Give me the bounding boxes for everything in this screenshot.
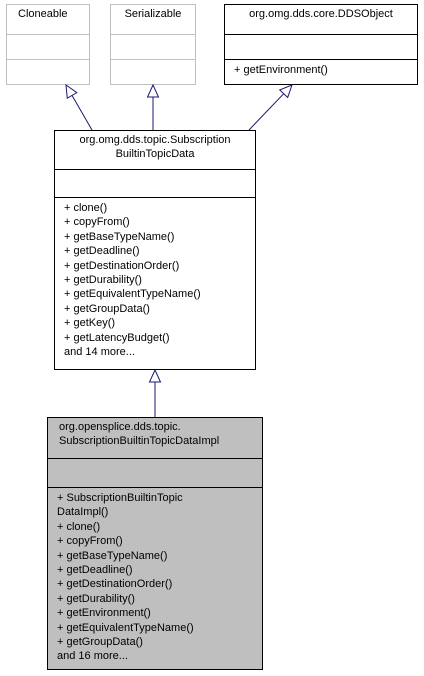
more-members-label: and 16 more... xyxy=(57,650,128,663)
method-item: + getDeadline() xyxy=(64,245,140,258)
class-title-line: org.omg.dds.topic.Subscription xyxy=(79,134,231,146)
edge-data-to-cloneable xyxy=(66,85,92,130)
method-item: + copyFrom() xyxy=(64,216,130,229)
class-title-line: BuiltinTopicData xyxy=(115,148,195,160)
class-title-line: Cloneable xyxy=(18,8,68,20)
method-item: + getEnvironment() xyxy=(234,64,328,76)
method-item: + getGroupData() xyxy=(57,636,143,649)
method-item: + getLatencyBudget() xyxy=(64,331,170,344)
method-item: + getEquivalentTypeName() xyxy=(64,288,201,301)
edge-impl-to-data xyxy=(150,370,161,417)
class-title-line: org.opensplice.dds.topic. xyxy=(59,421,181,433)
method-item: + getBaseTypeName() xyxy=(64,230,175,243)
class-title-line: Serializable xyxy=(124,8,182,20)
method-item: + getBaseTypeName() xyxy=(57,549,168,562)
edge-data-to-serializable xyxy=(148,85,159,130)
edge-data-to-ddsobject xyxy=(249,85,292,130)
method-item: DataImpl() xyxy=(57,506,109,519)
method-item: + getEnvironment() xyxy=(57,607,151,620)
class-title-line: SubscriptionBuiltinTopicDataImpl xyxy=(59,435,220,447)
class-title-line: org.omg.dds.core.DDSObject xyxy=(249,8,393,20)
method-item: + getDurability() xyxy=(57,592,135,605)
method-item: + getDestinationOrder() xyxy=(64,259,180,272)
method-item: + getGroupData() xyxy=(64,302,150,315)
method-item: + getDurability() xyxy=(64,274,142,287)
method-item: + getDeadline() xyxy=(57,564,133,577)
more-members-label: and 14 more... xyxy=(64,346,135,359)
method-item: + copyFrom() xyxy=(57,535,123,548)
method-item: + clone() xyxy=(64,202,108,214)
method-item: + getEquivalentTypeName() xyxy=(57,621,194,634)
method-item: + getDestinationOrder() xyxy=(57,578,173,591)
method-item: + getKey() xyxy=(64,317,116,330)
method-item: + clone() xyxy=(57,520,101,533)
method-item: + SubscriptionBuiltinTopic xyxy=(57,492,183,504)
